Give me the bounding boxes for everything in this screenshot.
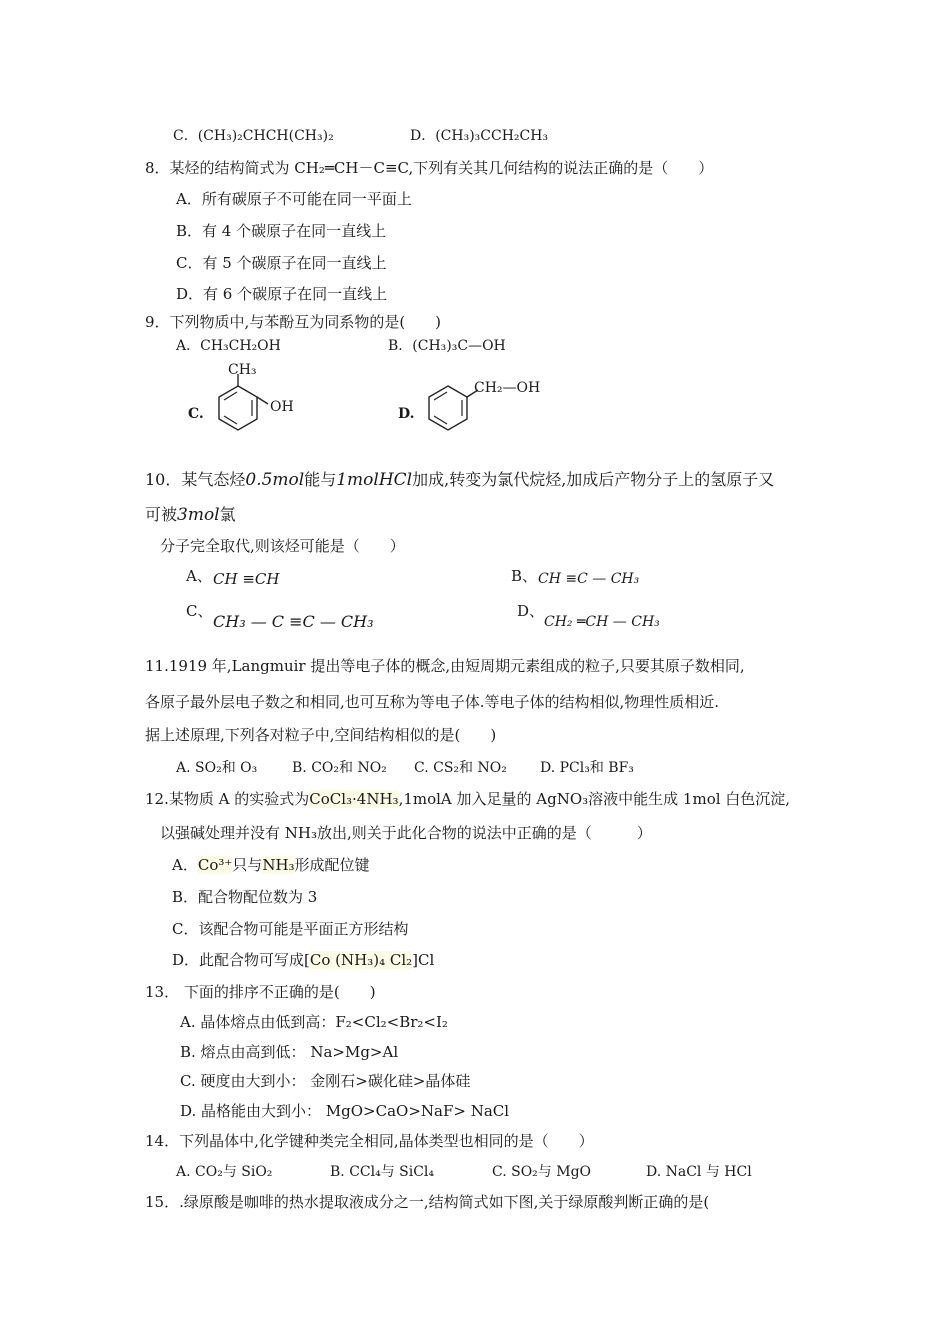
q12-stem-part2: ,1molA 加入足量的 AgNO₃溶液中能生成 1mol 白色沉淀, bbox=[398, 790, 791, 808]
q10-stem-line1 bbox=[145, 468, 774, 492]
q9-option-c-ch3: CH₃ bbox=[228, 362, 257, 378]
q10-stem-part2: 能与 bbox=[304, 470, 337, 489]
q10-amount-3: 3mol bbox=[177, 505, 220, 525]
q12-option-a-cobalt: Co³⁺ bbox=[197, 856, 233, 874]
q10-option-c: CH₃ — C ≡C — CH₃ bbox=[213, 612, 374, 631]
q12-stem-part1: 12.某物质 A 的实验式为 bbox=[145, 790, 310, 808]
q12-option-b: B．配合物配位数为 3 bbox=[172, 888, 318, 906]
q11-line1: 11.1919 年,Langmuir 提出等电子体的概念,由短周期元素组成的粒子,只要其原子数相同, bbox=[145, 657, 745, 675]
q14-stem: 14．下列晶体中,化学键种类完全相同,晶体类型也相同的是（ ） bbox=[145, 1132, 594, 1150]
q13-option-d: D. 晶格能由大到小： MgO>CaO>NaF> NaCl bbox=[180, 1102, 510, 1120]
q12-option-d-complex: Co (NH₃)₄ Cl₂ bbox=[309, 951, 413, 969]
q7-option-c: C．(CH₃)₂CHCH(CH₃)₂ bbox=[173, 128, 334, 144]
q10-option-d-label: D、 bbox=[517, 602, 545, 620]
q11-option-b: B. CO₂和 NO₂ bbox=[292, 760, 387, 776]
q12-option-d bbox=[172, 950, 434, 970]
q9-option-c-oh: OH bbox=[270, 399, 294, 415]
q11-line2: 各原子最外层电子数之和相同,也可互称为等电子体.等电子体的结构相似,物理性质相近. bbox=[145, 693, 720, 711]
q9-option-c-structure bbox=[200, 356, 320, 446]
q8-option-c: C．有 5 个碳原子在同一直线上 bbox=[176, 254, 387, 272]
q12-option-a-ammonia: NH₃ bbox=[262, 856, 295, 874]
q9-option-a: A．CH₃CH₂OH bbox=[176, 338, 281, 354]
q13-option-b: B. 熔点由高到低： Na>Mg>Al bbox=[180, 1043, 399, 1061]
q12-option-a bbox=[172, 855, 370, 875]
q8-option-a: A．所有碳原子不可能在同一平面上 bbox=[176, 190, 412, 208]
q10-option-b-label: B、 bbox=[511, 567, 538, 585]
q11-option-d: D. PCl₃和 BF₃ bbox=[540, 760, 634, 776]
q14-option-c: C. SO₂与 MgO bbox=[492, 1164, 592, 1180]
q10-amount-2: 1molHCl bbox=[336, 470, 413, 490]
q10-stem-part5: 氯 bbox=[219, 505, 236, 524]
q9-stem: 9．下列物质中,与苯酚互为同系物的是( ) bbox=[145, 313, 442, 331]
q7-option-d: D．(CH₃)₃CCH₂CH₃ bbox=[410, 128, 549, 144]
q12-stem-line1 bbox=[145, 789, 790, 809]
q12-stem-line2: 以强碱处理并没有 NH₃放出,则关于此化合物的说法中正确的是（ ） bbox=[160, 824, 652, 842]
q12-formula: CoCl₃·4NH₃ bbox=[309, 790, 399, 808]
q12-option-c: C．该配合物可能是平面正方形结构 bbox=[172, 920, 409, 938]
q10-option-a-label: A、 bbox=[186, 567, 212, 585]
q8-option-b: B．有 4 个碳原子在同一直线上 bbox=[176, 222, 387, 240]
q10-option-b: CH ≡C — CH₃ bbox=[538, 571, 640, 587]
q10-stem-line2 bbox=[145, 503, 236, 527]
q11-option-c: C. CS₂和 NO₂ bbox=[414, 760, 507, 776]
q12-option-a-text2: 形成配位键 bbox=[294, 856, 370, 874]
q13-option-c: C. 硬度由大到小： 金刚石>碳化硅>晶体硅 bbox=[180, 1072, 471, 1090]
q10-amount-1: 0.5mol bbox=[245, 470, 305, 490]
q10-option-d: CH₂ ═CH — CH₃ bbox=[544, 614, 660, 630]
q14-option-b: B. CCl₄与 SiCl₄ bbox=[330, 1164, 435, 1180]
q8-stem: 8．某烃的结构简式为 CH₂═CH－C≡C,下列有关其几何结构的说法正确的是（ ） bbox=[145, 159, 714, 177]
q15-stem: 15．.绿原酸是咖啡的热水提取液成分之一,结构简式如下图,关于绿原酸判断正确的是( bbox=[145, 1193, 710, 1211]
q12-option-a-label: A． bbox=[172, 856, 198, 874]
q10-option-c-label: C、 bbox=[186, 602, 213, 620]
q12-option-d-text2: ]Cl bbox=[412, 951, 435, 969]
q9-option-c-label: C. bbox=[188, 406, 204, 422]
q13-option-a: A. 晶体熔点由低到高：F₂<Cl₂<Br₂<I₂ bbox=[180, 1013, 448, 1031]
q9-option-d-group: CH₂—OH bbox=[474, 380, 541, 396]
q12-option-d-text1: D．此配合物可写成[ bbox=[172, 951, 310, 969]
q10-option-a: CH ≡CH bbox=[213, 570, 280, 588]
q9-option-b: B．(CH₃)₃C—OH bbox=[388, 338, 506, 354]
q8-option-d: D．有 6 个碳原子在同一直线上 bbox=[176, 285, 388, 303]
q9-option-d-label: D. bbox=[398, 406, 415, 422]
q10-stem-part1: 10．某气态烃 bbox=[145, 470, 246, 489]
q14-option-a: A. CO₂与 SiO₂ bbox=[176, 1164, 273, 1180]
q10-stem-line3: 分子完全取代,则该烃可能是（ ） bbox=[160, 537, 405, 555]
q13-stem: 13． 下面的排序不正确的是( ) bbox=[145, 983, 376, 1001]
q11-line3: 据上述原理,下列各对粒子中,空间结构相似的是( ) bbox=[145, 726, 497, 744]
q14-option-d: D. NaCl 与 HCl bbox=[646, 1164, 752, 1180]
q10-stem-part3: 加成,转变为氯代烷烃,加成后产物分子上的氢原子又 bbox=[412, 470, 775, 489]
q11-option-a: A. SO₂和 O₃ bbox=[176, 760, 258, 776]
q12-option-a-text1: 只与 bbox=[232, 856, 263, 874]
q10-stem-part4: 可被 bbox=[145, 505, 178, 524]
